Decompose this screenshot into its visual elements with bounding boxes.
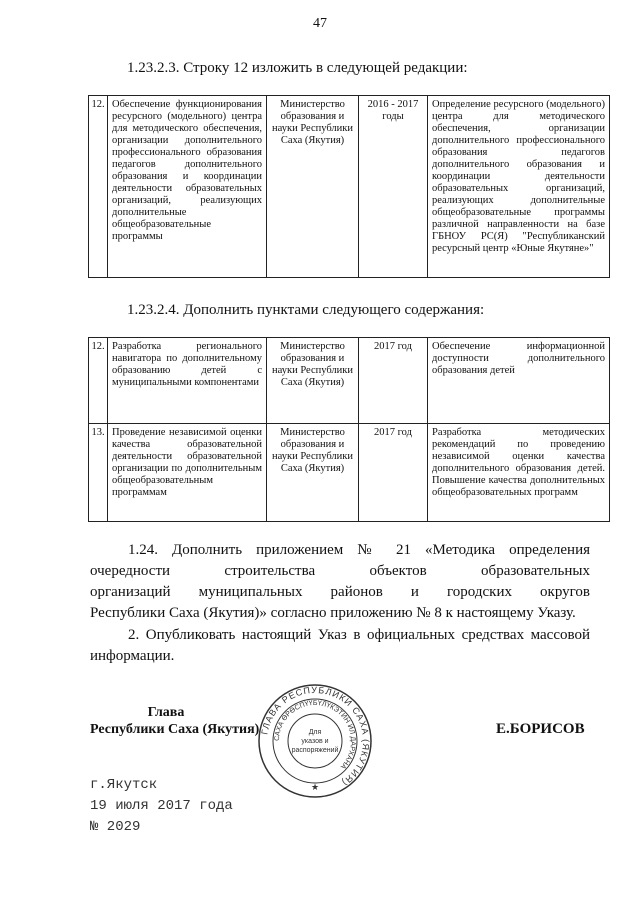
signature-title-line: Республики Саха (Якутия) (90, 722, 260, 737)
table-row (89, 96, 610, 278)
issue-city: г.Якутск (90, 777, 158, 793)
row-period: 2017 год (359, 424, 428, 522)
paragraph-1-24 (90, 540, 590, 624)
row-result: Разработка методических рекомендаций по проведению независимой оценки качества дополнительного образования детей. Повышение качества дополнительных общеобразовательных программ (428, 424, 610, 522)
row-period: 2016 - 2017 годы (359, 96, 428, 278)
stamp-inner-text: САХА ӨРӨСПҮҮБҮЛҮКЭТИН ИЛ ДАРХАНА (273, 699, 357, 770)
paragraph-line: организаций муниципальных районов и городских округов (90, 584, 590, 600)
row-period: 2017 год (359, 338, 428, 424)
paragraph-line: очередности строительства объектов образовательных (90, 563, 590, 579)
signature-title (90, 704, 280, 738)
stamp-outer-text: ГЛАВА РЕСПУБЛИКИ САХА (ЯКУТИЯ) (259, 684, 372, 789)
table-row (89, 338, 610, 424)
row-result: Обеспечение информационной доступности дополнительного образования детей (428, 338, 610, 424)
paragraph-line: Республики Саха (Якутия)» согласно приложению № 8 к настоящему Указу. (90, 605, 576, 621)
table-row (89, 424, 610, 522)
row-result: Определение ресурсного (модельного) центра для методического обеспечения, организации дополнительного профессионального образования педагогов дополнительного образования и координации деятельности образовательных организаций, реализующих дополнительные общеобразовательные программы различной направленности на базе ГБНОУ РС(Я) "Республиканский ресурсный центр «Юные Якутяне»" (428, 96, 610, 278)
signatory-name: Е.БОРИСОВ (496, 721, 585, 737)
row-responsible: Министерство образования и науки Республики Саха (Якутия) (267, 424, 359, 522)
stamp-center-text: Для (308, 729, 322, 736)
row-responsible: Министерство образования и науки Республики Саха (Якутия) (267, 338, 359, 424)
row-number: 12. (89, 96, 108, 278)
row-number: 12. (89, 338, 108, 424)
row-activity: Обеспечение функционирования ресурсного (модельного) центра для методического обеспечения, организации дополнительного профессионального образования педагогов дополнительного образования и координации деятельности образовательных организаций, реализующих дополнительные общеобразовательные программы (108, 96, 267, 278)
activity-table-2 (88, 337, 610, 522)
decree-number: № 2029 (90, 819, 141, 835)
activity-table-1 (88, 95, 610, 278)
stamp-star-icon: ★ (310, 782, 320, 792)
stamp-center-text: указов и (301, 738, 329, 745)
paragraph-2 (90, 625, 590, 667)
issue-date: 19 июля 2017 года (90, 798, 233, 814)
official-stamp (256, 682, 374, 800)
stamp-center-text: распоряжений (291, 747, 339, 754)
paragraph-line: информации. (90, 648, 175, 664)
section-heading-1: 1.23.2.3. Строку 12 изложить в следующей редакции: (127, 60, 468, 76)
row-number: 13. (89, 424, 108, 522)
row-activity: Разработка регионального навигатора по дополнительному образованию детей с муниципальными компонентами (108, 338, 267, 424)
paragraph-line: 1.24. Дополнить приложением № 21 «Методика определения (128, 542, 590, 558)
row-activity: Проведение независимой оценки качества образовательной деятельности образовательной организации по дополнительным общеобразовательным программам (108, 424, 267, 522)
signature-title-line: Глава (147, 705, 185, 720)
page-number: 47 (313, 16, 327, 31)
row-responsible: Министерство образования и науки Республики Саха (Якутия) (267, 96, 359, 278)
section-heading-2: 1.23.2.4. Дополнить пунктами следующего содержания: (127, 302, 485, 318)
paragraph-line: 2. Опубликовать настоящий Указ в официальных средствах массовой (128, 627, 590, 643)
stamp-seal-graphic (256, 682, 374, 800)
